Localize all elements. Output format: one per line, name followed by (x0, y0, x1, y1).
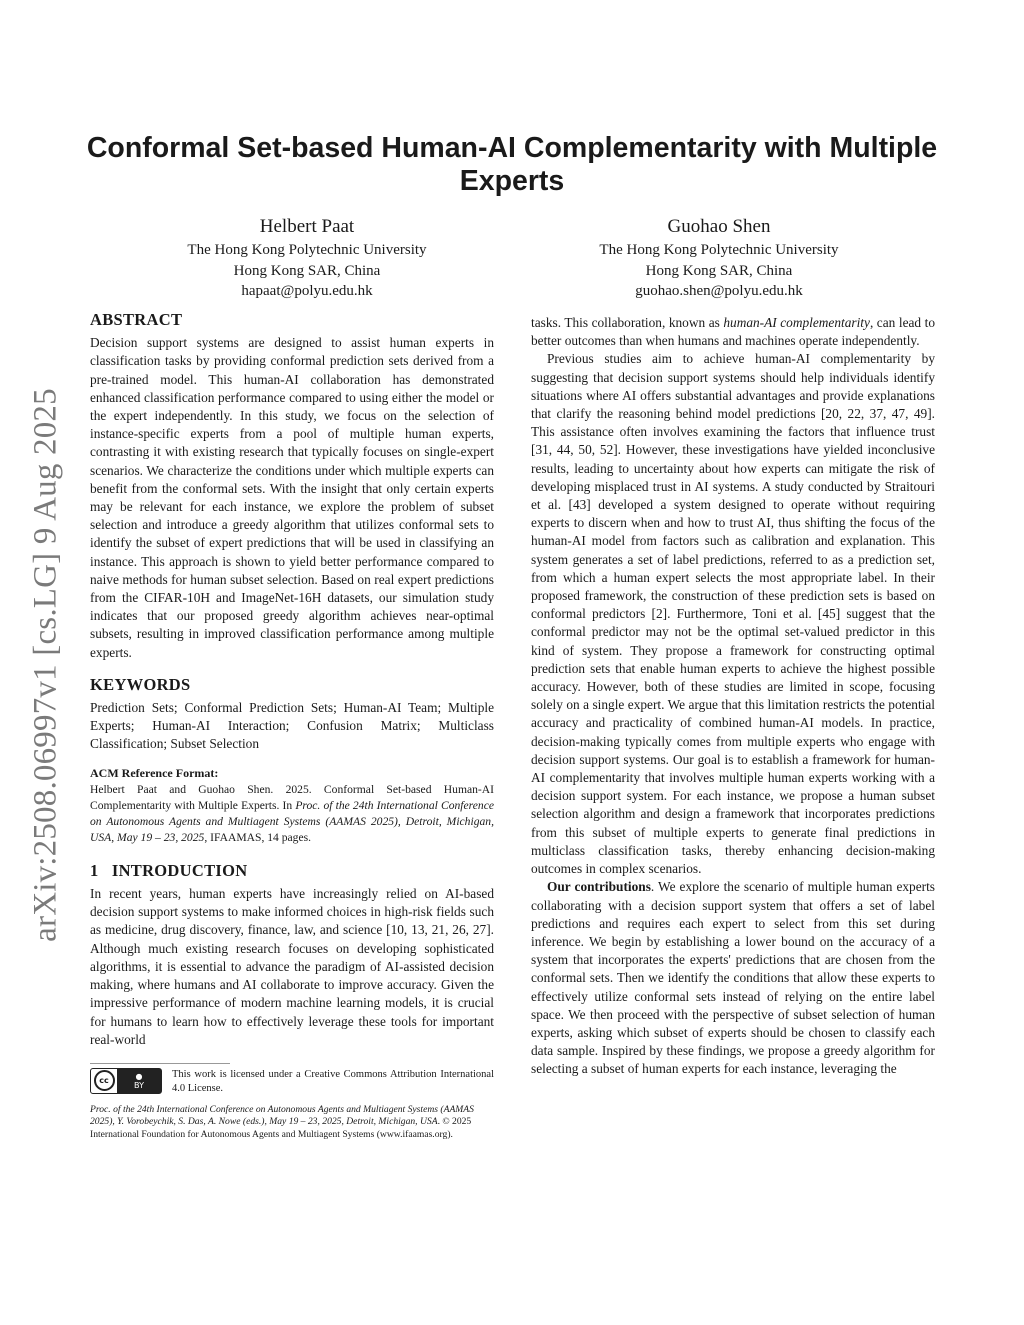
section-heading-introduction (90, 862, 494, 880)
author-affiliation: The Hong Kong Polytechnic University (187, 242, 427, 258)
author-location: Hong Kong SAR, China (233, 262, 381, 279)
intro-paragraph: In recent years, human experts have increasingly relied on AI-based decision support systems to make informed choices in high-risk fields such as medicine, drug discovery, finance, law, and science [10, 13, 21, 26, 27]. Although much existing research focuses on developing sophisticated algorithms, it is essential to advance the paradigm of AI-assisted decision making, where humans and AI collaborate to improve accuracy. Given the impressive performance of modern machine learning models, it is crucial for humans to learn how to effectively leverage these tools for important real-world (90, 886, 494, 1047)
keywords-heading: KEYWORDS (90, 674, 191, 694)
creative-commons-icon[interactable]: cc ● BY (90, 1068, 162, 1094)
author-email[interactable]: hapaat@polyu.edu.hk (241, 283, 373, 299)
author-email[interactable]: guohao.shen@polyu.edu.hk (635, 283, 803, 299)
paper-title: Conformal Set-based Human-AI Complementarity with Multiple Experts (86, 132, 938, 197)
abstract-heading: ABSTRACT (90, 310, 183, 329)
section-number: 1 (90, 860, 99, 880)
arxiv-identifier: arXiv:2508.06997v1 [cs.LG] 9 Aug 2025 (27, 388, 64, 942)
abstract-text: Decision support systems are designed to assist human experts in classification tasks by providing conformal prediction sets derived from a pre-trained model. This human-AI collaboration has demonstrated enhanced classification performance compared to using either the model or the expert independently. In this study, we focus on the selection of instance-specific experts from a pool of multiple human experts, contrasting it with existing research that typically focuses on single-expert scenarios. We characterize the conditions under which multiple experts can benefit from the conformal sets. With the insight that only certain experts may be relevant for each instance, we explore the problem of subset selection and introduce a greedy algorithm that utilizes conformal sets to identify the subset of expert predictions that will be used in classifying an instance. This approach is shown to yield better performance compared to naive methods for human subset selection. Based on real expert predictions from the CIFAR-10H and ImageNet-16H datasets, our simulation study indicates that our proposed greedy algorithm achieves near-optimal subsets, resulting in improved classification performance among multiple experts. (90, 335, 494, 660)
author-name: Guohao Shen (667, 216, 771, 237)
license-notice (90, 1068, 494, 1096)
author-block (529, 214, 909, 302)
section-title: INTRODUCTION (111, 860, 248, 880)
keywords-text: Prediction Sets; Conformal Prediction Sets; Human-AI Team; Multiple Experts; Human-AI Interaction; Confusion Matrix; Multiclass Classification; Subset Selection (90, 700, 494, 752)
left-column (90, 311, 494, 1141)
conference-footnote: Proc. of the 24th International Conference on Autonomous Agents and Multiagent Systems (AAMAS 2025), Y. Vorobeychik, S. Das, A. Nowe (eds.), May 19 – 23, 2025, Detroit, Michigan, USA. © 2025 International Foundation for Autonomous Agents and Multiagent Systems (www.ifaamas.org). (90, 1103, 474, 1140)
author-name: Helbert Paat (259, 216, 355, 237)
author-block (117, 214, 497, 302)
acm-reference (90, 764, 494, 846)
acm-reference-heading: ACM Reference Format: (90, 765, 219, 780)
author-location: Hong Kong SAR, China (645, 262, 793, 279)
intro-paragraph: Previous studies aim to achieve human-AI complementarity by suggesting that decision support systems should help individuals identify situations where AI offers substantial advantages and provide explanations that clarify the reasoning behind model predictions [20, 22, 37, 47, 49]. This assistance often involves examining the factors that influence trust [31, 44, 50, 52]. However, these investigations have yielded inconclusive results, leading to uncertainty about how experts can mitigate the risk of developing misplaced trust in AI systems. A study conducted by Straitouri et al. [43] developed a system designed to operate without requiring experts to discern when and how to trust AI, thus shifting the focus of the human-AI model from factors such as calibration and explanation. This system generates a set of label predictions, referred to as a prediction set, from which a human expert selects the most appropriate label. In their proposed framework, the construction of these prediction sets is based on conformal predictors [2]. Furthermore, Toni et al. [45] suggest that the conformal predictor may not be the optimal set-valued predictor in this kind of system. They propose a framework for constructing optimal prediction sets that enable human experts to achieve the highest possible accuracy. However, both of these studies are limited in scope, focusing solely on a single expert. We argue that this limitation restricts the potential accuracy and practicality of combined human-AI models. In practice, decision-making typically comes from multiple experts who engage with decision support systems. Our goal is to establish a framework for human-AI complementarity that involves multiple human experts working with a decision support system. For each instance, we propose a human subset selection algorithm and design a framework that incorporates predictions from this subset of multiple experts to generate final predictions in multiclass classification tasks, thereby enhancing decision-making outcomes in complex scenarios. (531, 351, 935, 877)
license-text: This work is licensed under a Creative Commons Attribution International 4.0 License. (172, 1068, 494, 1094)
acm-reference-text: Helbert Paat and Guohao Shen. 2025. Conformal Set-based Human-AI Complementarity with Multiple Experts. In Proc. of the 24th International Conference on Autonomous Agents and Multiagent Systems (AAMAS 2025), Detroit, Michigan, USA, May 19 – 23, 2025, IFAAMAS, 14 pages. (90, 782, 494, 844)
footnote-rule (90, 1063, 230, 1064)
contributions-paragraph: Our contributions. We explore the scenario of multiple human experts collaborating with a decision support system that offers a set of label predictions and requires each expert to select from this set during inference. We begin by establishing a lower bound on the accuracy of a system that incorporates the experts' predictions that are chosen from the conformal sets. Then we identify the conditions that allow these experts to effectively utilize conformal sets instead of relying on the entire label space. We then proceed with the perspective of subset selection of human experts, asking which subset of experts should be chosen to classify each data sample. Inspired by these findings, we propose a greedy algorithm for selecting a subset of human experts for each instance, leveraging the (531, 879, 935, 1077)
intro-paragraph-continued: tasks. This collaboration, known as human-AI complementarity, can lead to better outcomes than when humans and machines operate independently. (531, 315, 935, 349)
author-affiliation: The Hong Kong Polytechnic University (599, 242, 839, 258)
right-column (531, 314, 935, 1079)
person-icon: ● (135, 1071, 143, 1081)
